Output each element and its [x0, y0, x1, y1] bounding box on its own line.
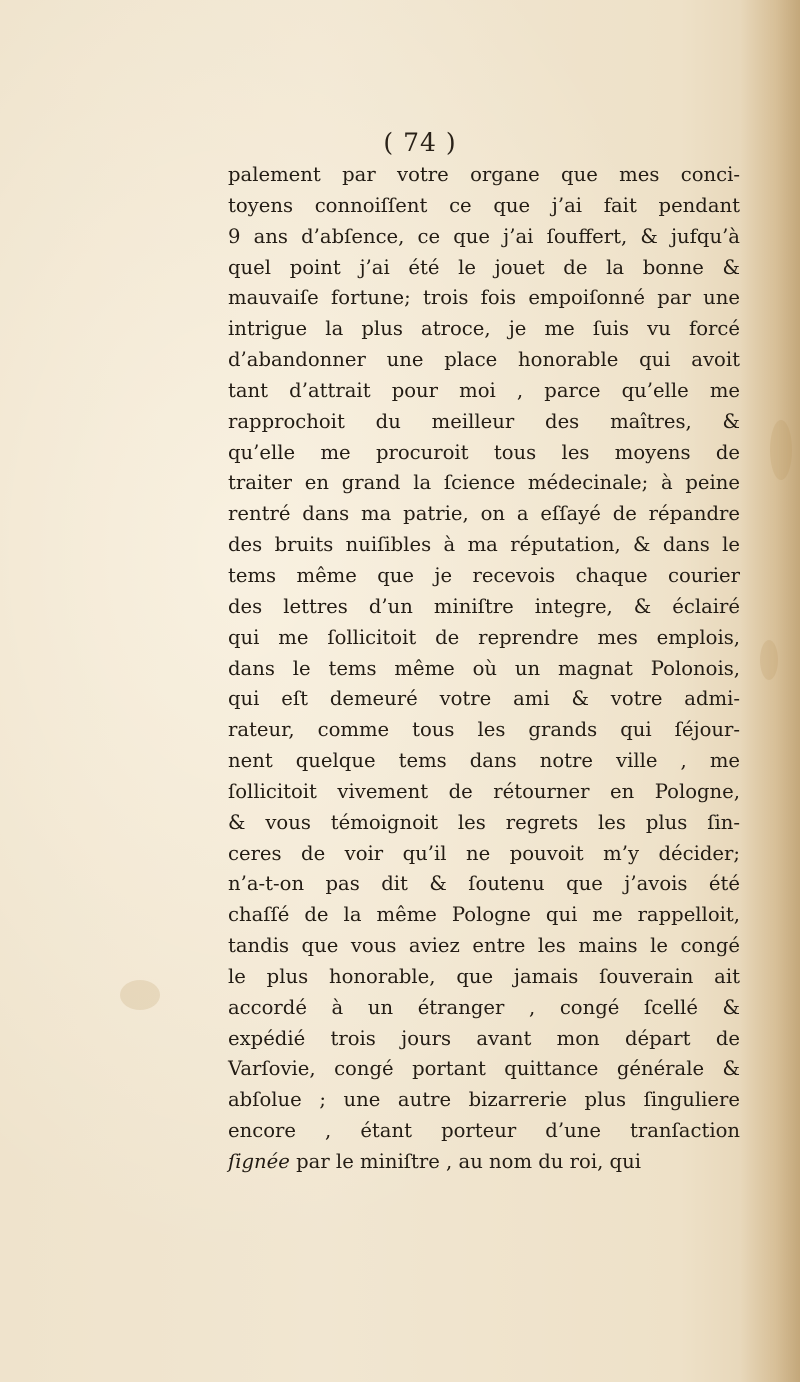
- text-line: ſollicitoit vivement de rétourner en Pologne,: [228, 779, 740, 803]
- text-line: le plus honorable, que jamais ſouverain ait: [228, 964, 740, 988]
- text-line: qui me ſollicitoit de reprendre mes emplois,: [228, 625, 740, 649]
- foxing-stain: [770, 420, 792, 480]
- text-line: d’abandonner une place honorable qui avoit: [228, 348, 740, 372]
- text-line: des bruits nuiſibles à ma réputation, & dans le: [228, 533, 740, 557]
- text-line: accordé à un étranger , congé ſcellé &: [228, 995, 740, 1019]
- text-line: qu’elle me procuroit tous les moyens de: [228, 440, 740, 464]
- text-line: intrigue la plus atroce, je me ſuis vu forcé: [228, 317, 740, 341]
- text-line: tandis que vous aviez entre les mains le congé: [228, 934, 740, 958]
- text-line: palement par votre organe que mes conci-: [228, 163, 740, 186]
- text-line: nent quelque tems dans notre ville , me: [228, 749, 740, 773]
- text-line: rateur, comme tous les grands qui ſéjour-: [228, 718, 740, 742]
- text-line: encore , étant porteur d’une tranſaction: [228, 1119, 740, 1143]
- text-line: Varſovie, congé portant quittance générale &: [228, 1057, 740, 1081]
- text-line: expédié trois jours avant mon départ de: [228, 1026, 740, 1050]
- text-line: qui eſt demeuré votre ami & votre admi-: [228, 687, 740, 711]
- page-edge-shadow: [740, 0, 800, 1382]
- text-line-final: [228, 1147, 740, 1178]
- text-line: traiter en grand la ſcience médecinale; à peine: [228, 471, 740, 495]
- text-line: tant d’attrait pour moi , parce qu’elle me: [228, 378, 740, 402]
- text-line: toyens connoiſſent ce que j’ai fait pendant: [228, 193, 740, 217]
- final-line-rest: par le miniſtre , au nom du roi, qui: [289, 1150, 641, 1173]
- italic-word-signee: ſignée: [228, 1150, 290, 1173]
- text-line: chaſſé de la même Pologne qui me rappelloit,: [228, 903, 740, 927]
- foxing-stain: [760, 640, 778, 680]
- text-line: ceres de voir qu’il ne pouvoit m’y décider;: [228, 841, 740, 865]
- text-line: tems même que je recevois chaque courier: [228, 563, 740, 587]
- page-number: ( 74 ): [383, 128, 457, 157]
- text-line: mauvaiſe fortune; trois fois empoiſonné par une: [228, 286, 740, 310]
- body-text: [228, 160, 740, 1178]
- text-line: 9 ans d’abſence, ce que j’ai ſouffert, & jufqu’à: [228, 224, 740, 248]
- text-line: rentré dans ma patrie, on a eſſayé de répandre: [228, 502, 740, 526]
- text-line: dans le tems même où un magnat Polonois,: [228, 656, 740, 680]
- foxing-stain: [120, 980, 160, 1010]
- text-line: quel point j’ai été le jouet de la bonne &: [228, 255, 740, 279]
- text-line: des lettres d’un miniſtre integre, & éclairé: [228, 594, 740, 618]
- text-line: abſolue ; une autre bizarrerie plus ſinguliere: [228, 1088, 740, 1112]
- text-line: rapprochoit du meilleur des maîtres, &: [228, 409, 740, 433]
- text-line: n’a-t-on pas dit & ſoutenu que j’avois été: [228, 872, 740, 896]
- text-line: & vous témoignoit les regrets les plus ſin-: [228, 810, 740, 834]
